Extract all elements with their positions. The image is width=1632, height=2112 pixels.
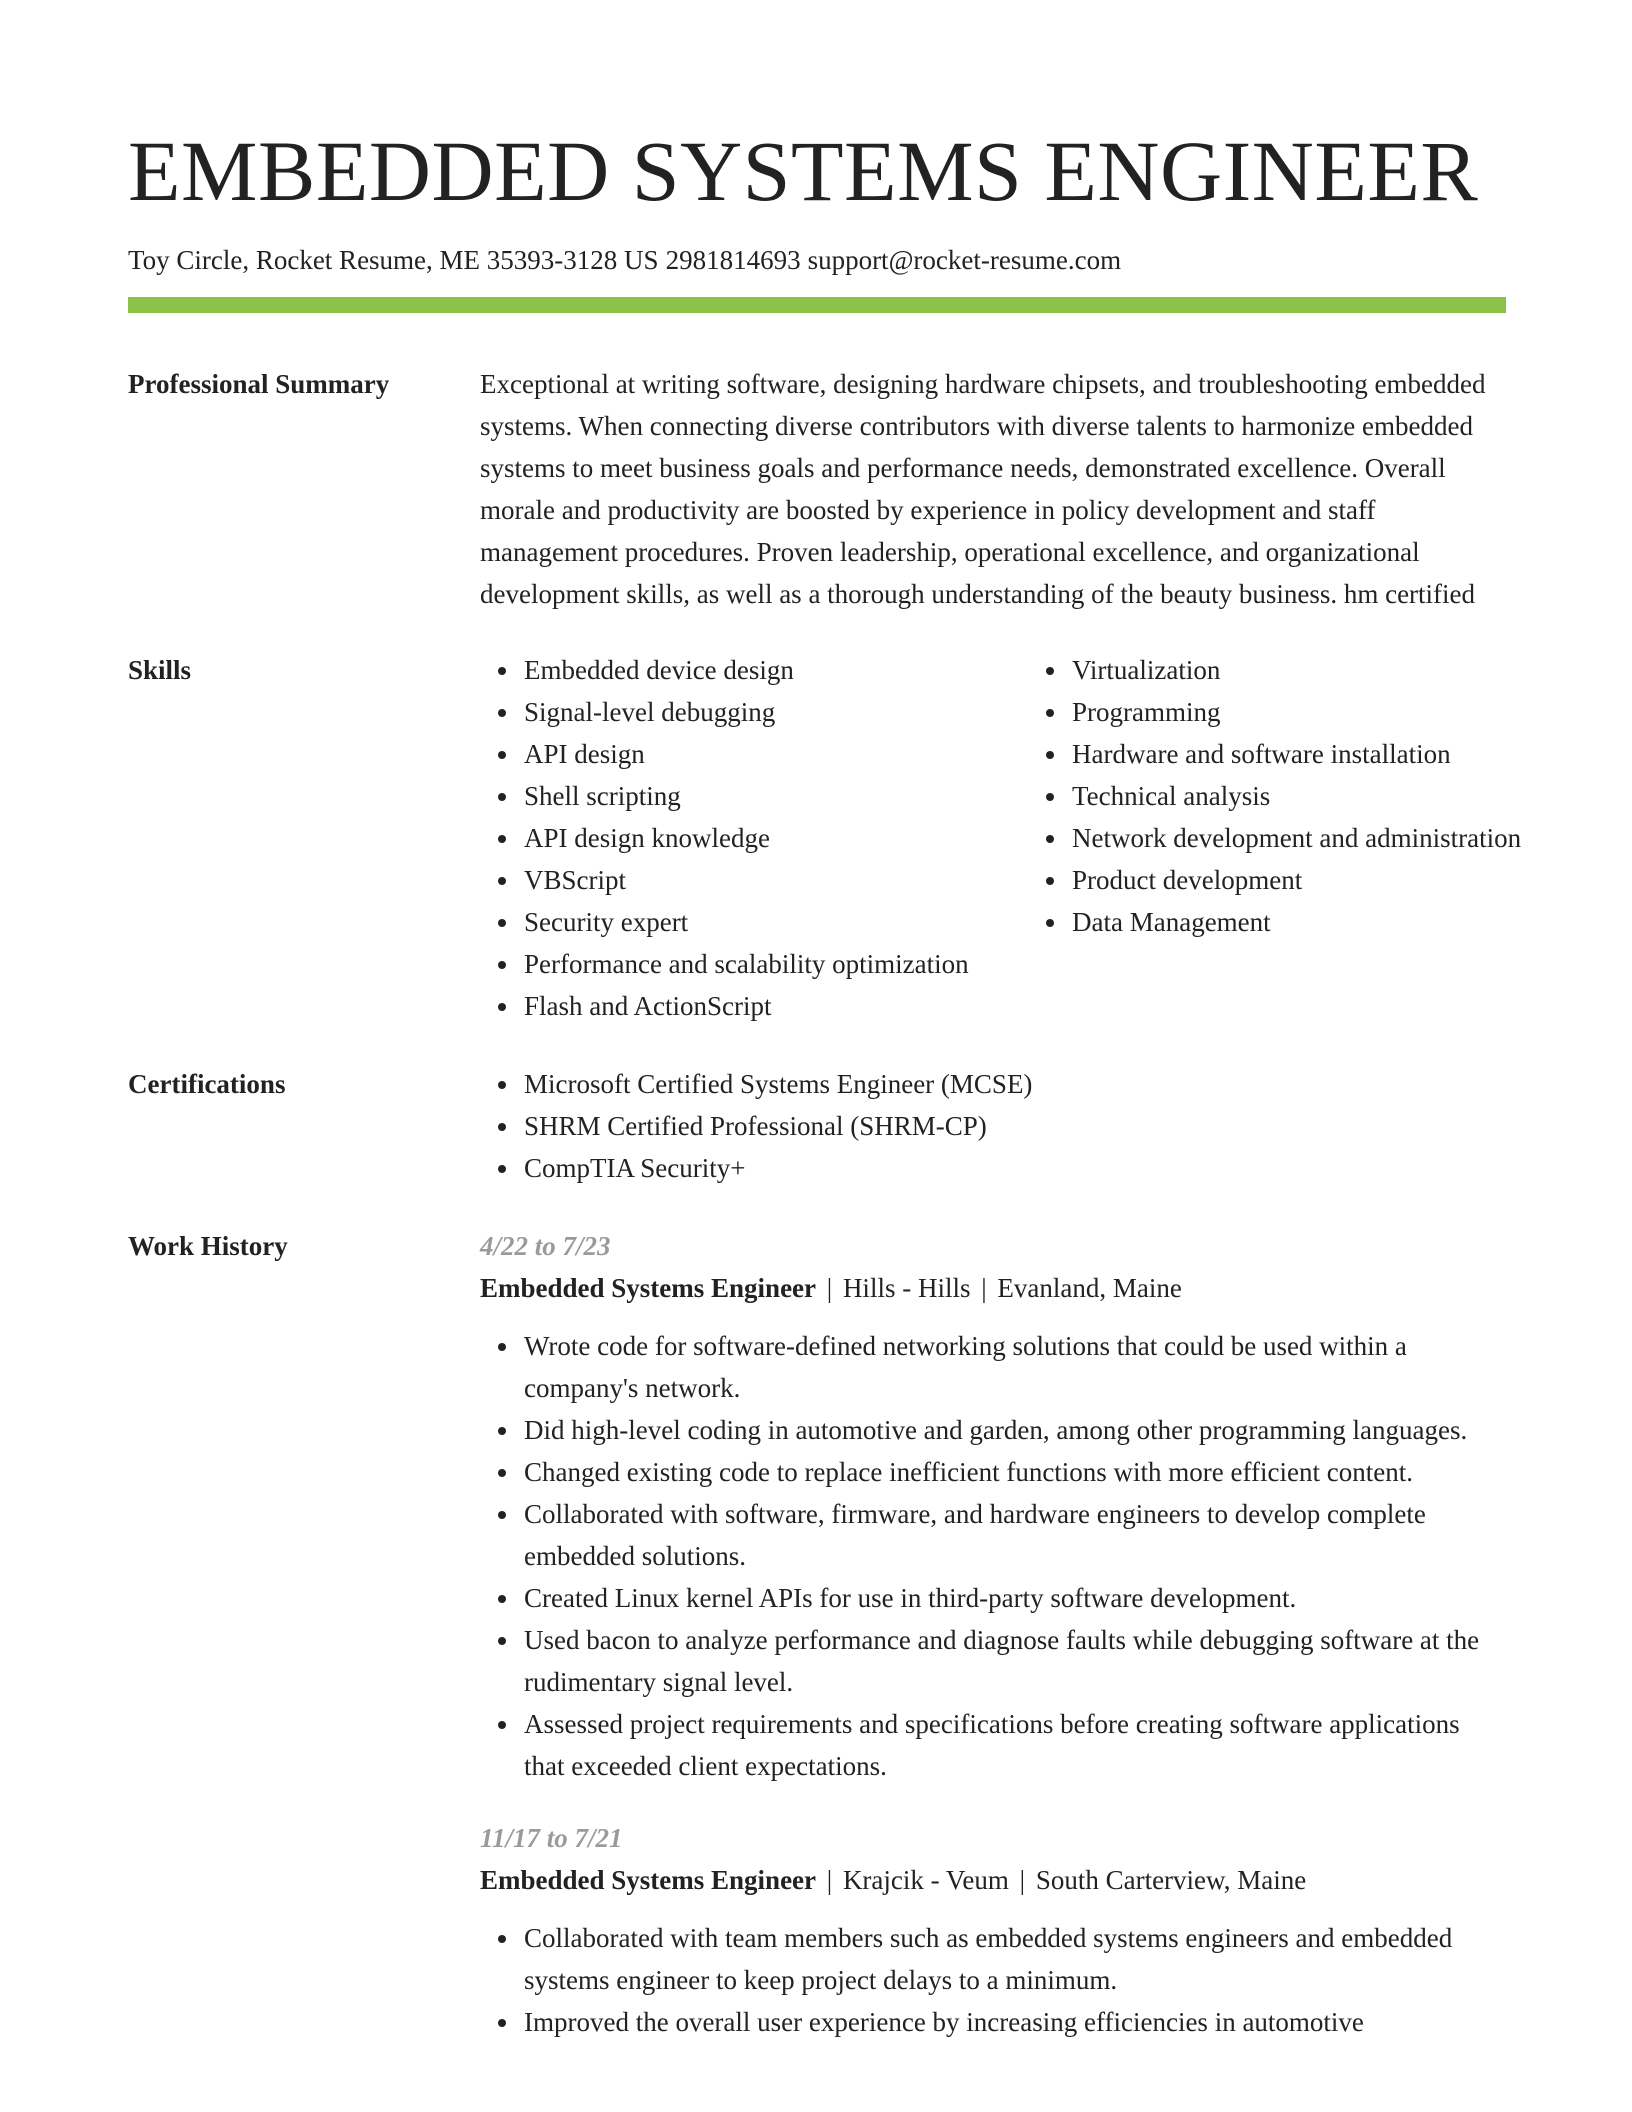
list-item: VBScript — [524, 859, 1028, 901]
job-heading — [480, 1859, 1506, 1901]
list-item: Hardware and software installation — [1072, 733, 1594, 775]
job-bullets — [480, 1917, 1506, 2043]
skills-list-left — [480, 649, 1028, 1027]
list-item: Network development and administration — [1072, 817, 1594, 859]
list-item: Flash and ActionScript — [524, 985, 1028, 1027]
summary-section — [128, 363, 1506, 615]
list-item: Improved the overall user experience by increasing efficiencies in automotive — [524, 2001, 1506, 2043]
list-item: Programming — [1072, 691, 1594, 733]
certifications-body — [480, 1063, 1506, 1189]
list-item: Virtualization — [1072, 649, 1594, 691]
list-item: Data Management — [1072, 901, 1594, 943]
job-heading — [480, 1267, 1506, 1309]
certifications-list — [480, 1063, 1506, 1189]
skills-heading: Skills — [128, 655, 192, 685]
separator: | — [820, 1273, 839, 1303]
list-item: Security expert — [524, 901, 1028, 943]
job-location: South Carterview, Maine — [1035, 1865, 1307, 1895]
certifications-section — [128, 1063, 1506, 1189]
job-dates: 4/22 to 7/23 — [480, 1231, 611, 1261]
resume-page — [128, 0, 1522, 2073]
job-company: Hills - Hills — [842, 1273, 971, 1303]
contact-phone: 2981814693 — [665, 245, 801, 275]
list-item: Embedded device design — [524, 649, 1028, 691]
list-item: Did high-level coding in automotive and garden, among other programming languages. — [524, 1409, 1506, 1451]
job-title: Embedded Systems Engineer — [480, 1865, 817, 1895]
list-item: CompTIA Security+ — [524, 1147, 1506, 1189]
list-item: Wrote code for software-defined networking solutions that could be used within a company's network. — [524, 1325, 1506, 1409]
certifications-heading: Certifications — [128, 1069, 286, 1099]
separator: | — [820, 1865, 839, 1895]
list-item: Product development — [1072, 859, 1594, 901]
list-item: Collaborated with team members such as embedded systems engineers and embedded systems engineer to keep project delays to a minimum. — [524, 1917, 1506, 2001]
job-company: Krajcik - Veum — [842, 1865, 1009, 1895]
job-dates: 11/17 to 7/21 — [480, 1823, 623, 1853]
list-item: Created Linux kernel APIs for use in third-party software development. — [524, 1577, 1506, 1619]
list-item: Performance and scalability optimization — [524, 943, 1028, 985]
contact-line — [128, 242, 1506, 278]
work-history-section — [128, 1225, 1506, 2073]
resume-name-title: EMBEDDED SYSTEMS ENGINEER — [128, 123, 1479, 219]
job-bullets — [480, 1325, 1506, 1787]
work-history-body — [480, 1225, 1506, 2073]
list-item: Changed existing code to replace inefficient functions with more efficient content. — [524, 1451, 1506, 1493]
skills-list-right — [1028, 649, 1594, 1027]
job-entry — [480, 1225, 1506, 1787]
work-history-heading: Work History — [128, 1231, 288, 1261]
list-item: SHRM Certified Professional (SHRM-CP) — [524, 1105, 1506, 1147]
list-item: Signal-level debugging — [524, 691, 1028, 733]
skills-body — [480, 649, 1522, 1027]
job-entry — [480, 1817, 1506, 2043]
list-item: Shell scripting — [524, 775, 1028, 817]
list-item: API design — [524, 733, 1028, 775]
summary-text: Exceptional at writing software, designing hardware chipsets, and troubleshooting embedded systems. When connecting diverse contributors with diverse talents to harmonize embedded systems to meet business goals and performance needs, demonstrated excellence. Overall morale and productivity are boosted by experience in policy development and staff management procedures. Proven leadership, operational excellence, and organizational development skills, as well as a thorough understanding of the beauty business. hm certified — [480, 369, 1486, 609]
list-item: Assessed project requirements and specifications before creating software applications that exceeded client expectations. — [524, 1703, 1506, 1787]
separator: | — [1012, 1865, 1032, 1895]
header-divider — [128, 297, 1506, 313]
contact-address: Toy Circle, Rocket Resume, ME 35393-3128 US — [128, 245, 659, 275]
list-item: Technical analysis — [1072, 775, 1594, 817]
list-item: Used bacon to analyze performance and diagnose faults while debugging software at the rudimentary signal level. — [524, 1619, 1506, 1703]
skills-section — [128, 649, 1522, 1027]
job-title: Embedded Systems Engineer — [480, 1273, 817, 1303]
contact-email: support@rocket-resume.com — [807, 245, 1122, 275]
list-item: API design knowledge — [524, 817, 1028, 859]
separator: | — [974, 1273, 994, 1303]
list-item: Collaborated with software, firmware, and hardware engineers to develop complete embedded solutions. — [524, 1493, 1506, 1577]
summary-body — [480, 363, 1506, 615]
list-item: Microsoft Certified Systems Engineer (MCSE) — [524, 1063, 1506, 1105]
job-location: Evanland, Maine — [997, 1273, 1182, 1303]
summary-heading: Professional Summary — [128, 369, 390, 399]
